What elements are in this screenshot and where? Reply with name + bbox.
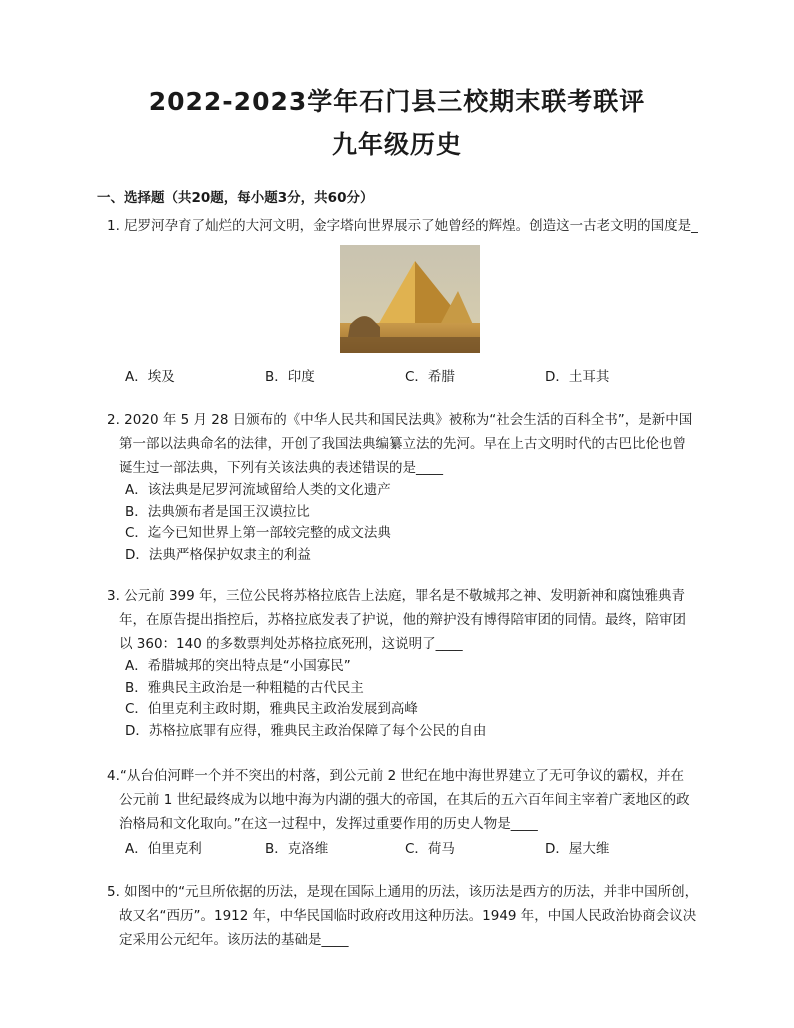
question-1-stem: 1. 尼罗河孕育了灿烂的大河文明，金字塔向世界展示了她曾经的辉煌。创造这一古老文明的国度是_ xyxy=(107,218,698,234)
question-5-line-3: 定采用公元纪年。该历法的基础是____ xyxy=(119,932,349,948)
question-4-options xyxy=(125,837,685,857)
question-3-options xyxy=(125,656,486,742)
option-a[interactable]: A．希腊城邦的突出特点是“小国寡民” xyxy=(125,658,351,674)
question-3-line-3: 以 360：140 的多数票判处苏格拉底死刑，这说明了____ xyxy=(119,636,463,652)
question-2-line-1: 2. 2020 年 5 月 28 日颁布的《中华人民共和国民法典》被称为“社会生活的百科全书”，是新中国 xyxy=(107,412,693,428)
question-4-line-1: 4.“从台伯河畔一个并不突出的村落，到公元前 2 世纪在地中海世界建立了无可争议的霸权，并在 xyxy=(107,768,685,784)
question-4-line-3: 治格局和文化取向。”在这一过程中，发挥过重要作用的历史人物是____ xyxy=(119,816,538,832)
option-c[interactable]: C．迄今已知世界上第一部较完整的成文法典 xyxy=(125,525,391,541)
option-d[interactable]: D．土耳其 xyxy=(545,369,610,385)
question-2-options xyxy=(125,480,391,566)
option-b[interactable]: B．法典颁布者是国王汉谟拉比 xyxy=(125,503,310,520)
question-5-line-1: 5. 如图中的“元旦所依据的历法，是现在国际上通用的历法，该历法是西方的历法，并非中国所创， xyxy=(107,884,699,900)
question-5-line-2: 故又名“西历”。1912 年，中华民国临时政府改用这种历法。1949 年，中国人民政治协商会议决 xyxy=(119,908,697,924)
option-b[interactable]: B．雅典民主政治是一种粗糙的古代民主 xyxy=(125,679,364,696)
option-c[interactable]: C．希腊 xyxy=(405,369,455,385)
question-2 xyxy=(107,408,727,480)
question-5 xyxy=(107,880,727,952)
option-b[interactable]: B．印度 xyxy=(265,369,315,385)
page-subtitle: 九年级历史 xyxy=(331,130,462,159)
option-d[interactable]: D．屋大维 xyxy=(545,841,610,857)
question-2-line-2: 第一部以法典命名的法律，开创了我国法典编纂立法的先河。早在上古文明时代的古巴比伦也曾 xyxy=(119,436,686,452)
pyramid-image xyxy=(340,245,480,353)
option-c[interactable]: C．伯里克利主政时期，雅典民主政治发展到高峰 xyxy=(125,701,418,717)
page-title: 2022-2023学年石门县三校期末联考联评 xyxy=(148,87,646,116)
question-1-options xyxy=(125,365,685,385)
section-heading: 一、选择题（共20题，每小题3分，共60分） xyxy=(97,190,374,206)
question-4-line-2: 公元前 1 世纪最终成为以地中海为内湖的强大的帝国，在其后的五六百年间主宰着广袤地区的政 xyxy=(119,792,690,808)
option-d[interactable]: D．苏格拉底罪有应得，雅典民主政治保障了每个公民的自由 xyxy=(125,722,487,739)
question-1 xyxy=(107,214,727,238)
option-a[interactable]: A．该法典是尼罗河流域留给人类的文化遗产 xyxy=(125,482,391,498)
option-a[interactable]: A．伯里克利 xyxy=(125,841,202,857)
option-d[interactable]: D．法典严格保护奴隶主的利益 xyxy=(125,546,311,563)
option-c[interactable]: C．荷马 xyxy=(405,841,455,857)
option-b[interactable]: B．克洛维 xyxy=(265,841,329,857)
question-2-line-3: 诞生过一部法典，下列有关该法典的表述错误的是____ xyxy=(119,460,443,476)
question-3-line-1: 3. 公元前 399 年，三位公民将苏格拉底告上法庭，罪名是不敬城邦之神、发明新神和腐蚀雅典青 xyxy=(107,588,686,604)
question-3 xyxy=(107,584,727,656)
question-4 xyxy=(107,764,727,836)
question-3-line-2: 年，在原告提出指控后，苏格拉底发表了护说，他的辩护没有博得陪审团的同情。最终，陪审团 xyxy=(119,612,686,628)
option-a[interactable]: A．埃及 xyxy=(125,369,175,385)
